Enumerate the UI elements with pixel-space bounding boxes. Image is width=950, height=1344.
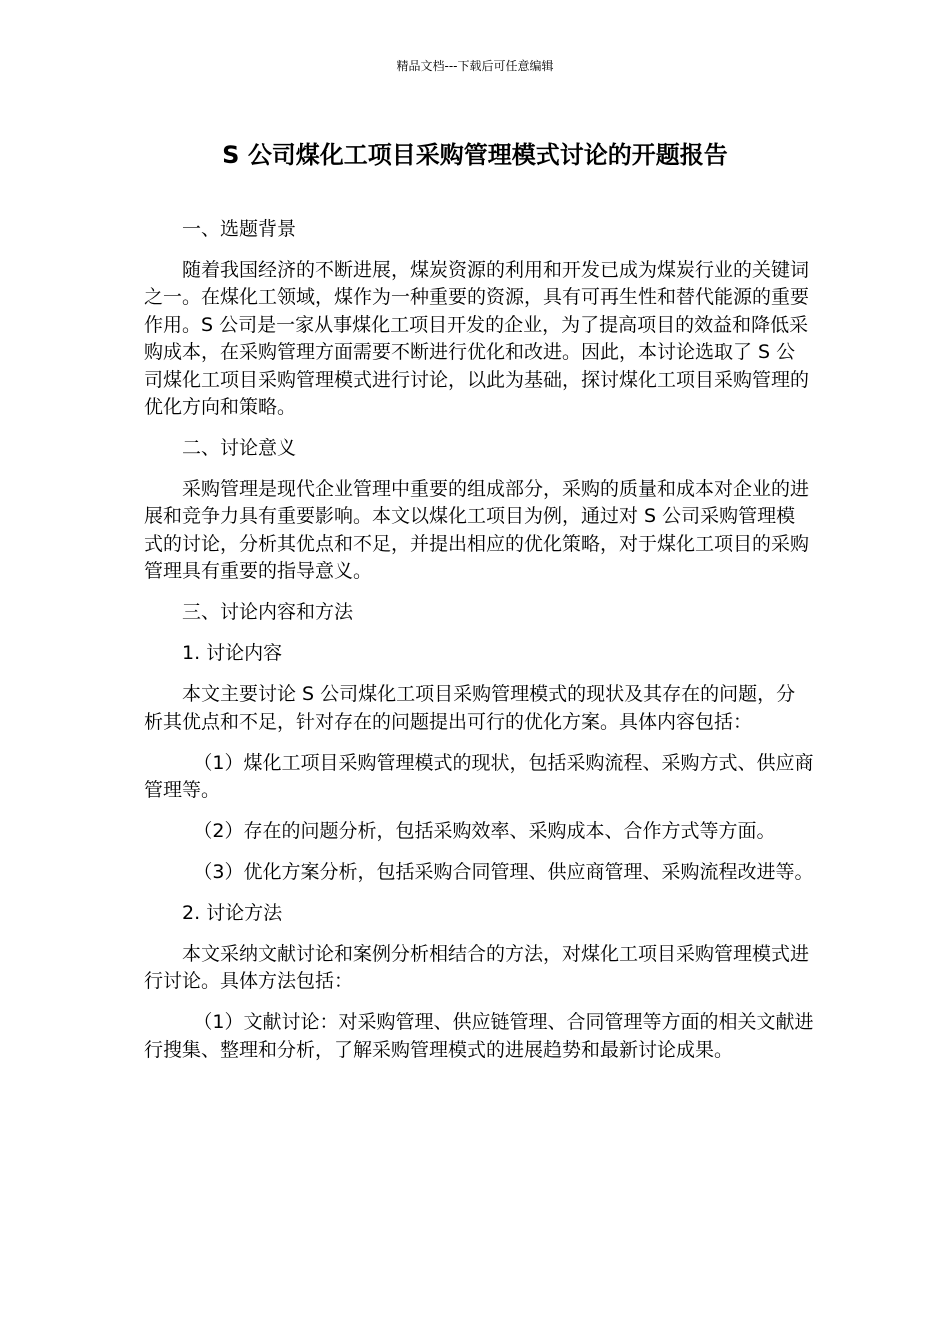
list-item: （1）煤化工项目采购管理模式的现状，包括采购流程、采购方式、供应商管理等。: [144, 751, 814, 802]
list-item: （1）文献讨论：对采购管理、供应链管理、合同管理等方面的相关文献进行搜集、整理和分析，了解采购管理模式的进展趋势和最新讨论成果。: [144, 1011, 814, 1061]
list-item: （3）优化方案分析，包括采购合同管理、供应商管理、采购流程改进等。: [193, 861, 814, 884]
section-heading-significance: 二、讨论意义: [182, 437, 297, 460]
document-body: [144, 216, 814, 1064]
paragraph-background: 随着我国经济的不断进展，煤炭资源的利用和开发已成为煤炭行业的关键词之一。在煤化工领域，煤作为一种重要的资源，具有可再生性和替代能源的重要作用。S 公司是一家从事煤化工项目开发的企业，为了提高项目的效益和降低采购成本，在采购管理方面需要不断进行优化和改进。因此，本讨论选取了 S 公司煤化工项目采购管理模式进行讨论，以此为基础，探讨煤化工项目采购管理的优化方向和策略。: [144, 259, 810, 419]
document-title: S 公司煤化工项目采购管理模式讨论的开题报告: [222, 141, 728, 169]
paragraph-method: 本文采纳文献讨论和案例分析相结合的方法，对煤化工项目采购管理模式进行讨论。具体方法包括：: [144, 943, 810, 993]
subheading-content: 1. 讨论内容: [182, 642, 283, 665]
paragraph-significance: 采购管理是现代企业管理中重要的组成部分，采购的质量和成本对企业的进展和竞争力具有重要影响。本文以煤化工项目为例，通过对 S 公司采购管理模式的讨论，分析其优点和不足，并提出相应的优化策略，对于煤化工项目的采购管理具有重要的指导意义。: [144, 478, 810, 583]
page-header: 精品文档---下载后可任意编辑: [396, 59, 554, 73]
section-heading-background: 一、选题背景: [182, 218, 297, 240]
list-item: （2）存在的问题分析，包括采购效率、采购成本、合作方式等方面。: [193, 820, 776, 843]
subheading-method: 2. 讨论方法: [182, 902, 283, 925]
section-heading-content-method: 三、讨论内容和方法: [182, 601, 354, 624]
paragraph-content: 本文主要讨论 S 公司煤化工项目采购管理模式的现状及其存在的问题，分析其优点和不足，针对存在的问题提出可行的优化方案。具体内容包括：: [144, 683, 796, 733]
